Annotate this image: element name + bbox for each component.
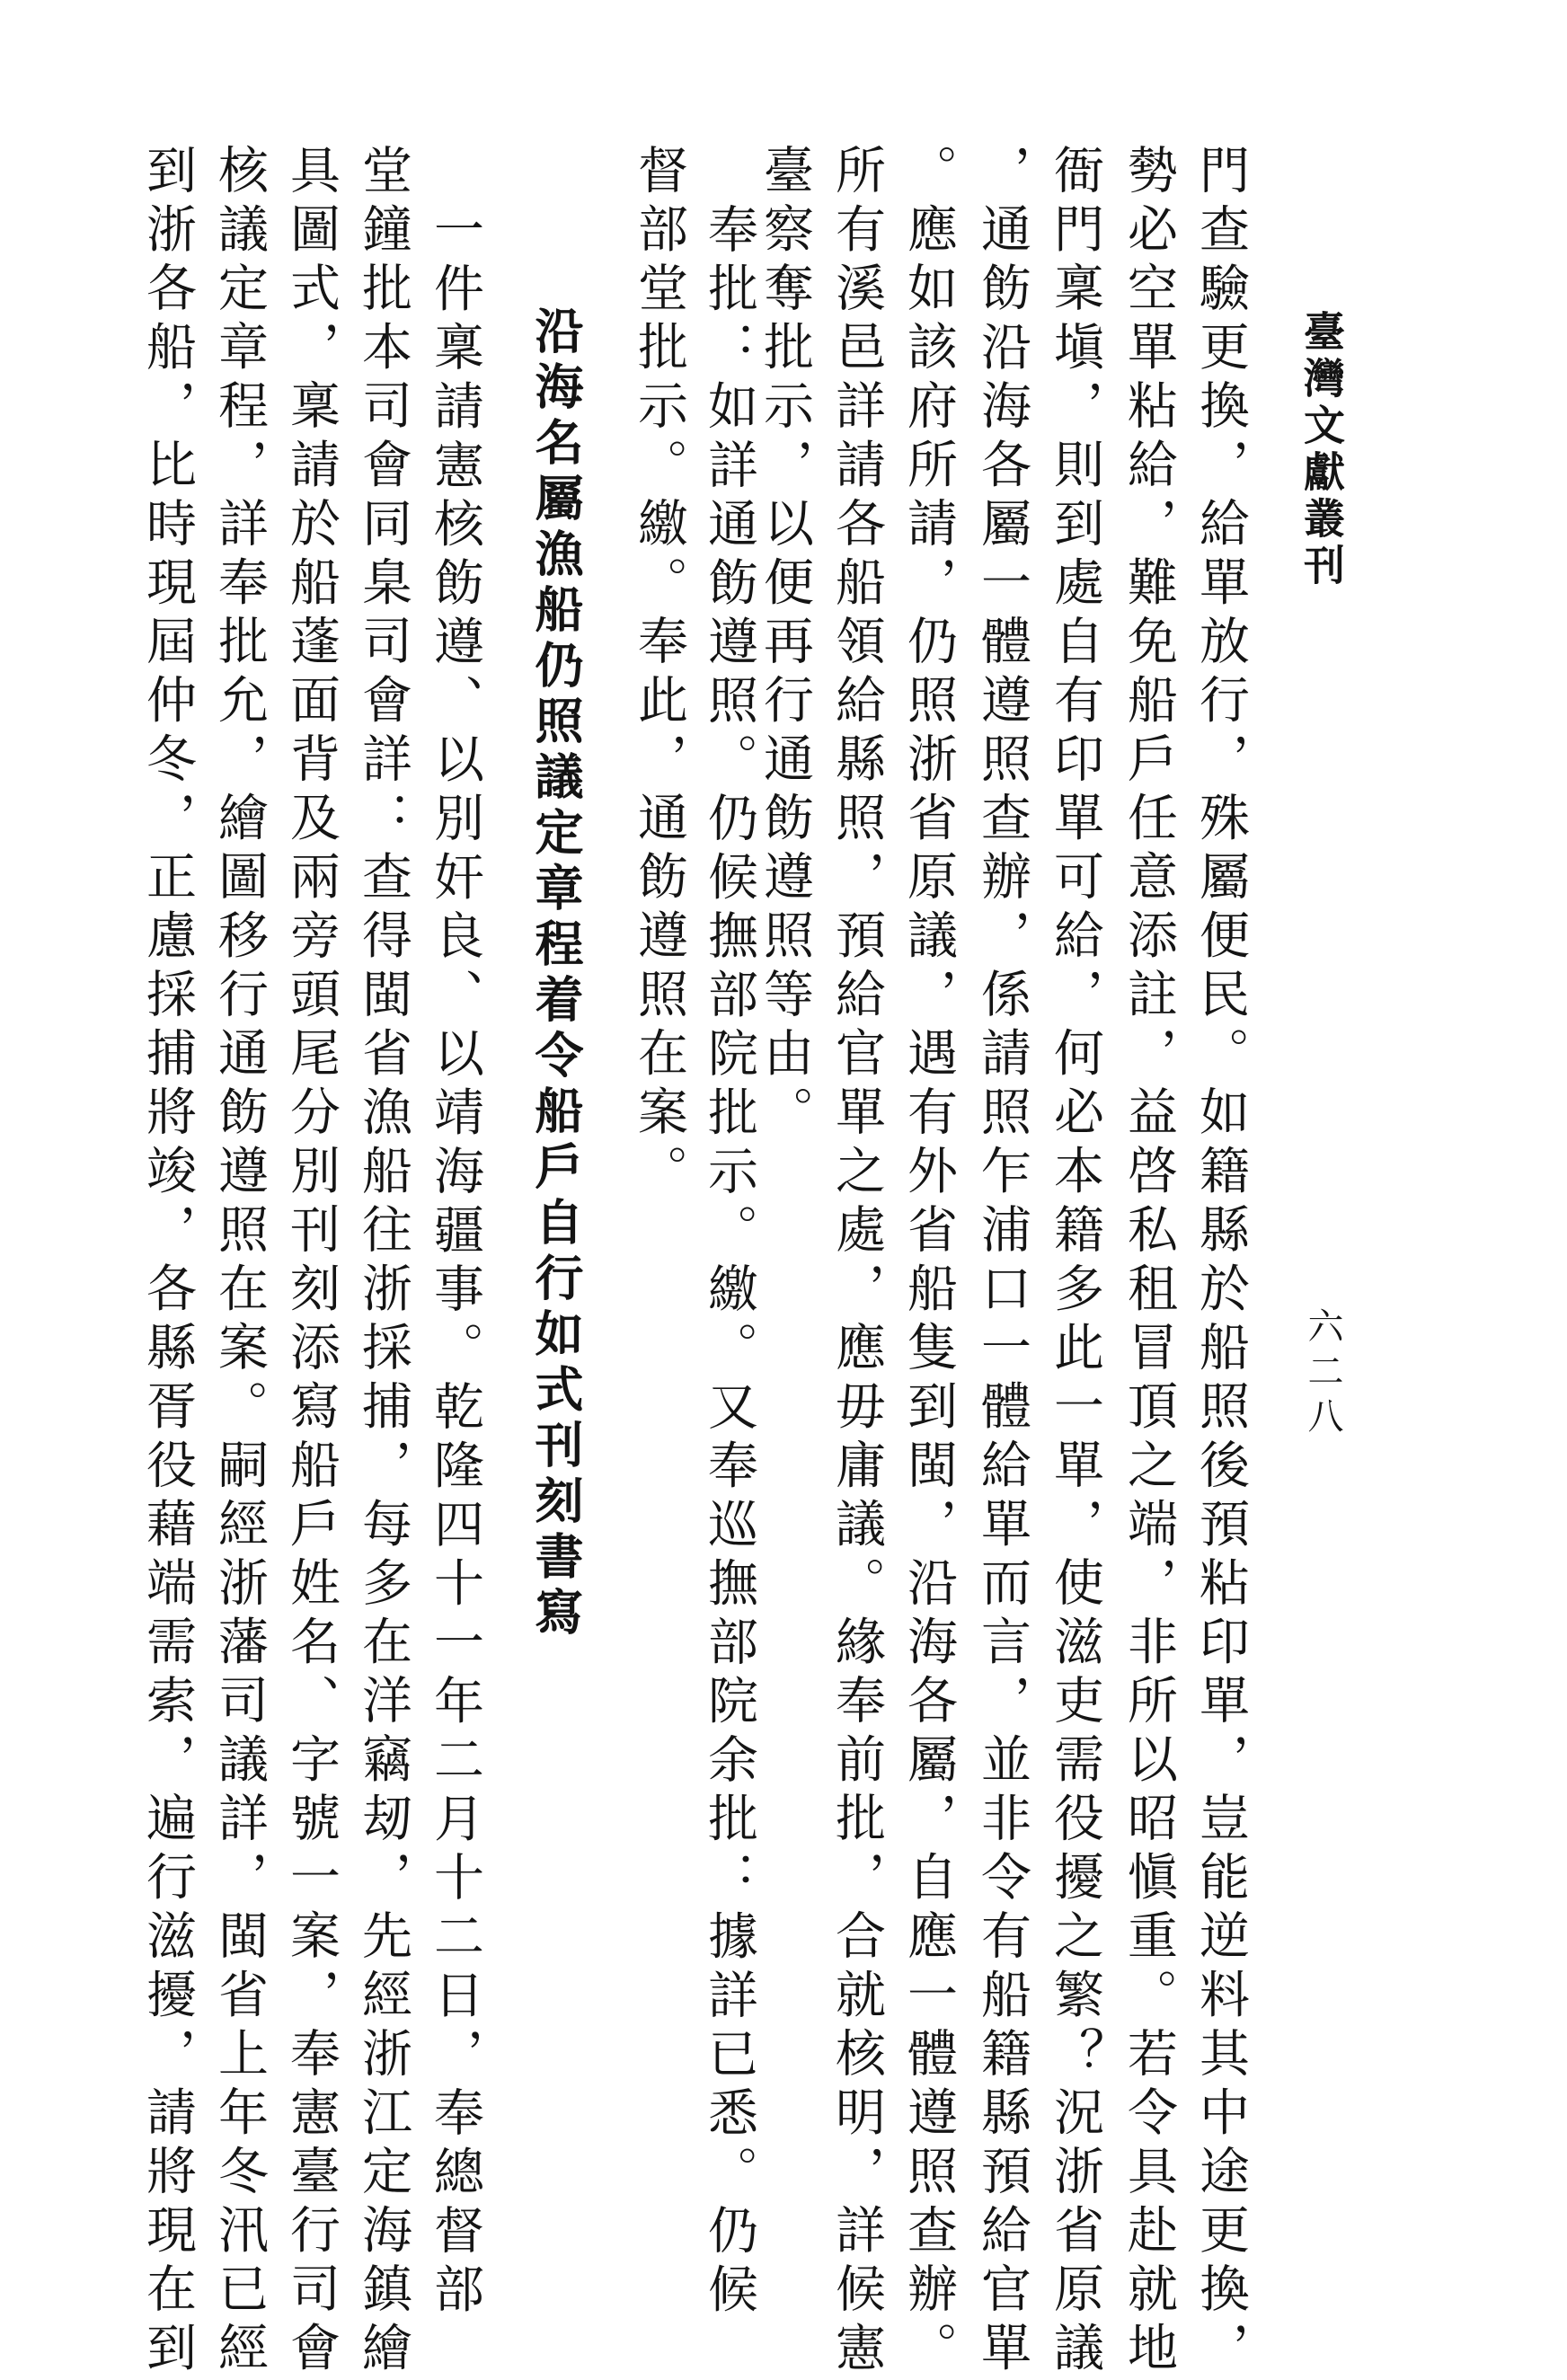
text-column-6: 所有溪邑詳請各船領給縣照，預給官單之處，應毋庸議。緣奉前批，合就核明，詳候憲 (828, 144, 886, 2380)
text-column-7: 臺察奪批示，以便再行通飭遵照等由。 (756, 144, 814, 1145)
text-column-3: 衙門稟塡，則到處自有印單可給，何必本籍多此一單，使滋吏需役擾之繁？況浙省原議 (1046, 144, 1104, 2380)
text-column-1: 門查驗更換，給單放行，殊屬便民。如籍縣於船照後預粘印單，豈能逆料其中途更換， (1191, 144, 1250, 2380)
text-column-13: 具圖式，稟請於船蓬面背及兩旁頭尾分別刊刻添寫船戶姓名、字號一案，奉憲臺行司會 (282, 144, 341, 2380)
text-column-12: 堂鐘批本司會同臬司會詳：查得閩省漁船往浙採捕，每多在洋竊刼，先經浙江定海鎮繪 (354, 144, 412, 2380)
text-column-14: 核議定章程，詳奉批允，繪圖移行通飭遵照在案。嗣經浙藩司議詳，閩省上年冬汛已經 (210, 144, 269, 2380)
text-column-4: ，通飭沿海各屬一體遵照查辦，係請照乍浦口一體給單而言，並非令有船籍縣預給官單 (973, 144, 1031, 2380)
running-head-series-title: 臺灣文獻叢刊 (1297, 310, 1346, 590)
text-column-2: 勢必空單粘給，難免船戶任意添註，益啓私租冒頂之端，非所以昭愼重。若令具赴就地 (1120, 144, 1178, 2380)
text-column-9: 督部堂批示。繳。奉此，通飭遵照在案。 (630, 144, 688, 1203)
page-number: 六二八 (1302, 1307, 1343, 1442)
text-column-5: 。應如該府所請，仍照浙省原議，遇有外省船隻到閩，沿海各屬，自應一體遵照查辦。 (899, 144, 958, 2380)
text-column-15: 到浙各船，比時現屆仲冬，正慮採捕將竣，各縣胥役藉端需索，遍行滋擾，請將現在到 (138, 144, 197, 2380)
section-heading: 沿海名屬漁船仍照議定章程着令船戶自行如式刊刻書寫 (527, 305, 585, 1642)
text-column-8: 奉批：如詳通飭遵照。仍候撫部院批示。繳。又奉巡撫部院余批：據詳已悉。仍候 (700, 203, 758, 2322)
text-column-11: 一件稟請憲核飭遵、以別奸良、以靖海疆事。乾隆四十一年二月十二日，奉總督部 (426, 203, 484, 2322)
